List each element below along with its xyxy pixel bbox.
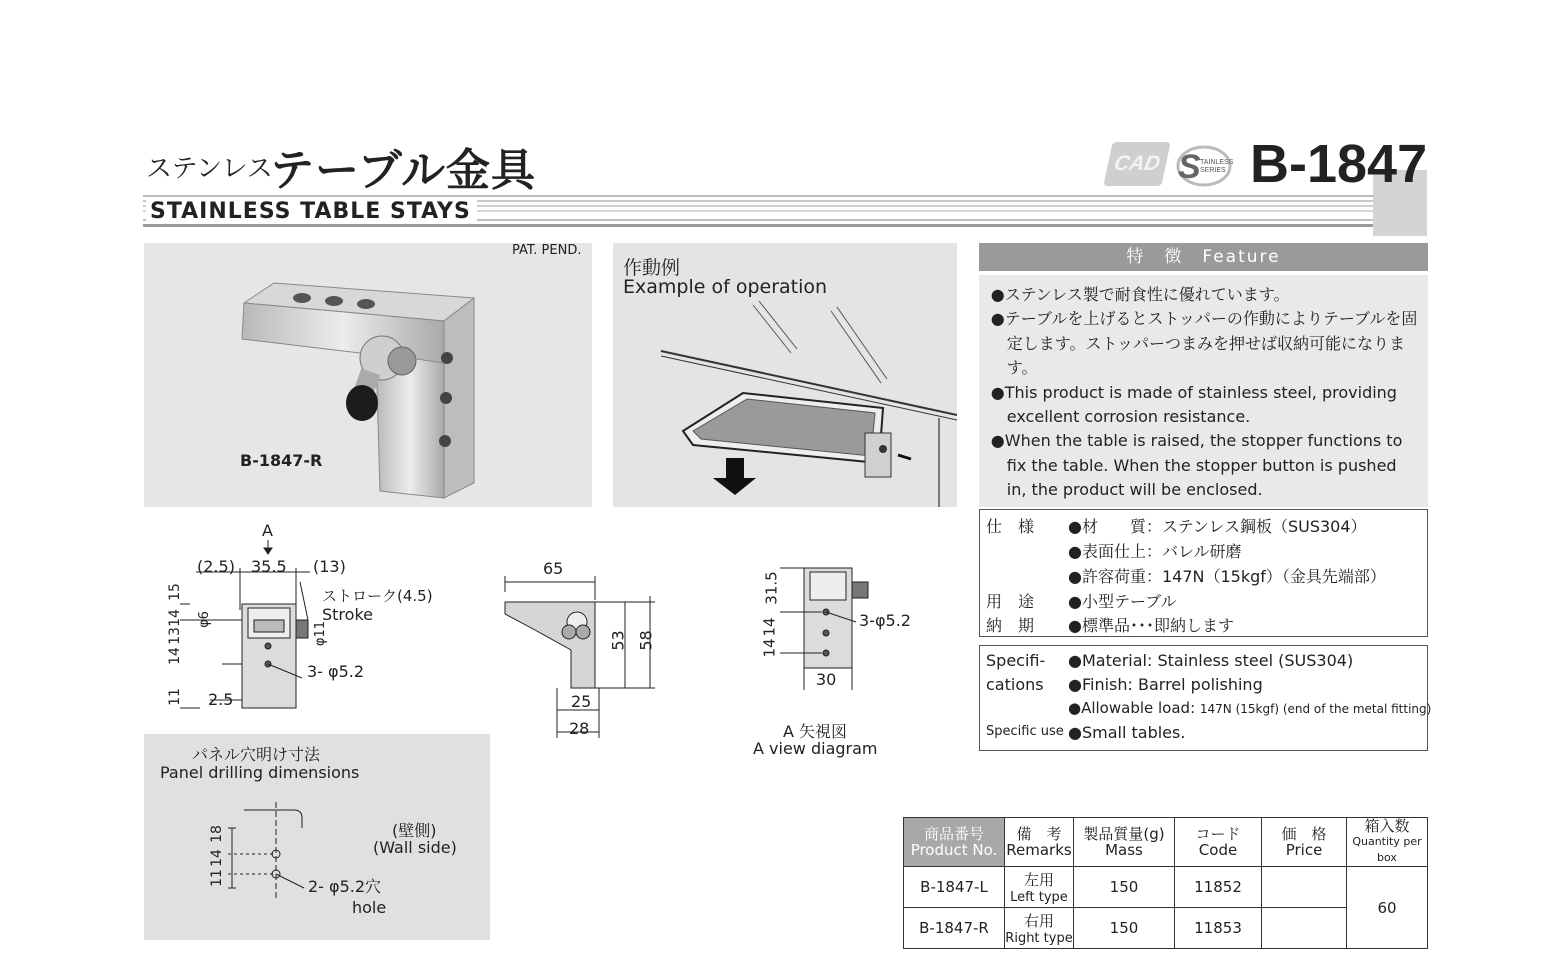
drill-title-en: Panel drilling dimensions — [160, 763, 360, 782]
table-header-row — [904, 818, 1428, 867]
col-remarks — [1005, 818, 1074, 867]
col-price — [1262, 818, 1347, 867]
feature-list — [979, 275, 1428, 507]
cell-qty: 60 — [1347, 867, 1428, 949]
spec-en-box — [979, 645, 1432, 751]
operation-title-jp: 作動例 — [623, 257, 681, 279]
col-code — [1175, 818, 1262, 867]
svg-text:SERIES: SERIES — [1200, 167, 1226, 174]
svg-text:TAINLESS: TAINLESS — [1200, 159, 1234, 166]
stroke-en: Stroke — [322, 605, 373, 624]
operation-title-en: Example of operation — [623, 276, 828, 298]
col-remarks-en: Remarks — [1006, 841, 1072, 859]
pat-pend-label: PAT. PEND. — [512, 243, 582, 258]
dim-left-11: 11 — [166, 688, 183, 706]
stainless-series-logo — [1174, 140, 1244, 188]
use-label: 用 途 — [986, 592, 1035, 611]
load-value: 147N (15kgf) (end of the metal fitting) — [1199, 702, 1432, 716]
cell-price — [1262, 867, 1347, 908]
title-jp-prefix: ステンレス — [146, 154, 273, 184]
cell-code: 11853 — [1175, 908, 1262, 949]
spec-label: 仕 様 — [986, 517, 1035, 536]
delivery-label: 納 期 — [986, 616, 1035, 635]
title-en: STAINLESS TABLE STAYS — [146, 199, 477, 224]
spec-use-en: ●Small tables. — [1068, 723, 1186, 742]
drill-dim-14: 14 — [208, 849, 225, 867]
photo-caption: B-1847-R — [240, 451, 323, 470]
title-jp-main: テーブル金具 — [270, 145, 537, 196]
spec-finish: ●表面仕上：バレル研磨 — [1068, 542, 1242, 561]
dim-left-14a: 14 — [166, 647, 183, 665]
cell-product: B-1847-L — [904, 867, 1005, 908]
a-view-holes: 3-φ5.2 — [859, 611, 911, 630]
panel-drilling-panel — [144, 734, 490, 940]
stroke-jp: ストローク(4.5) — [322, 587, 433, 605]
dim-30: 30 — [816, 670, 837, 689]
drill-hole-en: hole — [352, 898, 387, 917]
spec-jp-box — [979, 509, 1428, 637]
dim-14b: 14 — [760, 638, 779, 658]
use-label-en: Specific use — [986, 724, 1064, 739]
col-code-en: Code — [1198, 841, 1238, 859]
feature-item: ●This product is made of stainless steel, providing excellent corrosion resistance. — [990, 382, 1397, 427]
spec-material: ●材 質：ステンレス鋼板（SUS304） — [1068, 517, 1367, 536]
side-view-drawing — [495, 570, 665, 740]
dim-28: 28 — [569, 719, 590, 738]
cell-remarks-jp: 左用 — [1023, 871, 1054, 889]
spec-load: ●許容荷重：147N（15kgf）（金具先端部） — [1068, 567, 1386, 586]
wall-side-jp: (壁側) — [392, 821, 437, 840]
view-arrow-label: A — [262, 521, 273, 540]
product-table — [903, 817, 1428, 949]
cell-remarks-en: Right type — [1005, 931, 1073, 946]
a-view-caption-en: A view diagram — [753, 739, 878, 758]
col-mass-jp: 製品質量(g) — [1083, 825, 1165, 843]
spec-finish-en: ●Finish: Barrel polishing — [1068, 675, 1263, 694]
cell-remarks-jp: 右用 — [1023, 912, 1054, 930]
col-qty-jp: 箱入数 — [1364, 817, 1410, 835]
a-view-caption-jp: A 矢視図 — [783, 722, 848, 741]
col-qty-en: Quantity per box — [1352, 835, 1422, 864]
col-qty — [1347, 818, 1428, 867]
dim-top-mid: 35.5 — [251, 557, 287, 576]
cell-remarks-en: Left type — [1010, 890, 1068, 905]
spec-load-en — [1068, 699, 1431, 717]
dim-top-left: (2.5) — [197, 557, 235, 576]
cell-mass: 150 — [1074, 908, 1175, 949]
wall-side-en: (Wall side) — [373, 838, 457, 857]
col-price-jp: 価 格 — [1281, 825, 1327, 843]
cell-code: 11852 — [1175, 867, 1262, 908]
svg-text:S: S — [1178, 148, 1201, 186]
feature-item: ●ステンレス製で耐食性に優れています。 — [990, 285, 1290, 304]
table-row — [904, 867, 1428, 908]
col-mass — [1074, 818, 1175, 867]
cell-mass: 150 — [1074, 867, 1175, 908]
cad-badge[interactable]: CAD — [1103, 142, 1170, 186]
cell-price — [1262, 908, 1347, 949]
col-product-jp: 商品番号 — [923, 825, 984, 843]
col-remarks-jp: 備 考 — [1016, 825, 1062, 843]
holes-label: 3- φ5.2 — [307, 662, 365, 681]
cell-remarks — [1005, 867, 1074, 908]
product-photo-panel — [144, 243, 592, 507]
spec-label-en-2: cations — [986, 675, 1044, 694]
dim-14a: 14 — [760, 617, 779, 637]
col-product-en: Product No. — [910, 841, 998, 859]
spec-label-en-1: Specifi- — [986, 651, 1046, 670]
dim-top-right: (13) — [313, 557, 346, 576]
dim-bottom: 2.5 — [208, 690, 234, 709]
product-photo — [144, 243, 592, 507]
col-code-jp: コード — [1195, 825, 1241, 843]
dim-left-13: 13 — [166, 627, 183, 645]
load-prefix: ●Allowable load: — [1068, 699, 1200, 717]
dim-left-15: 15 — [166, 583, 183, 601]
feature-item: ●When the table is raised, the stopper functions to fix the table. When the stopper button is pushed in, the product will be enclosed. — [990, 431, 1403, 500]
spec-delivery: ●標準品･･･即納します — [1068, 616, 1234, 635]
cell-product: B-1847-R — [904, 908, 1005, 949]
feature-item: ●テーブルを上げるとストッパーの作動によりテーブルを固定します。ストッパーつまみを押せば収納可能になります。 — [990, 309, 1418, 378]
dim-left-14b: 14 — [166, 609, 183, 627]
col-mass-en: Mass — [1105, 841, 1143, 859]
cell-remarks — [1005, 908, 1074, 949]
operation-example-panel — [613, 243, 957, 507]
dim-25: 25 — [571, 692, 592, 711]
drill-dim-18: 18 — [208, 825, 225, 843]
spec-material-en: ●Material: Stainless steel (SUS304) — [1068, 651, 1354, 670]
col-product — [904, 818, 1005, 867]
dim-65: 65 — [543, 559, 564, 578]
drill-holes: 2- φ5.2穴 — [308, 877, 382, 896]
drill-title-jp: パネル穴明け寸法 — [192, 745, 321, 764]
phi11-label: φ11 — [313, 620, 329, 647]
dim-31-5: 31.5 — [762, 571, 781, 605]
operation-illustration — [613, 243, 957, 507]
dim-53: 53 — [608, 630, 628, 651]
feature-heading: 特 徴 Feature — [979, 243, 1428, 271]
drill-dim-11: 11 — [208, 869, 225, 887]
dim-58: 58 — [636, 630, 656, 651]
spec-use: ●小型テーブル — [1068, 592, 1177, 611]
phi6-label: φ6 — [196, 611, 212, 628]
col-price-en: Price — [1285, 841, 1323, 859]
model-number: B-1847 — [1250, 134, 1428, 194]
